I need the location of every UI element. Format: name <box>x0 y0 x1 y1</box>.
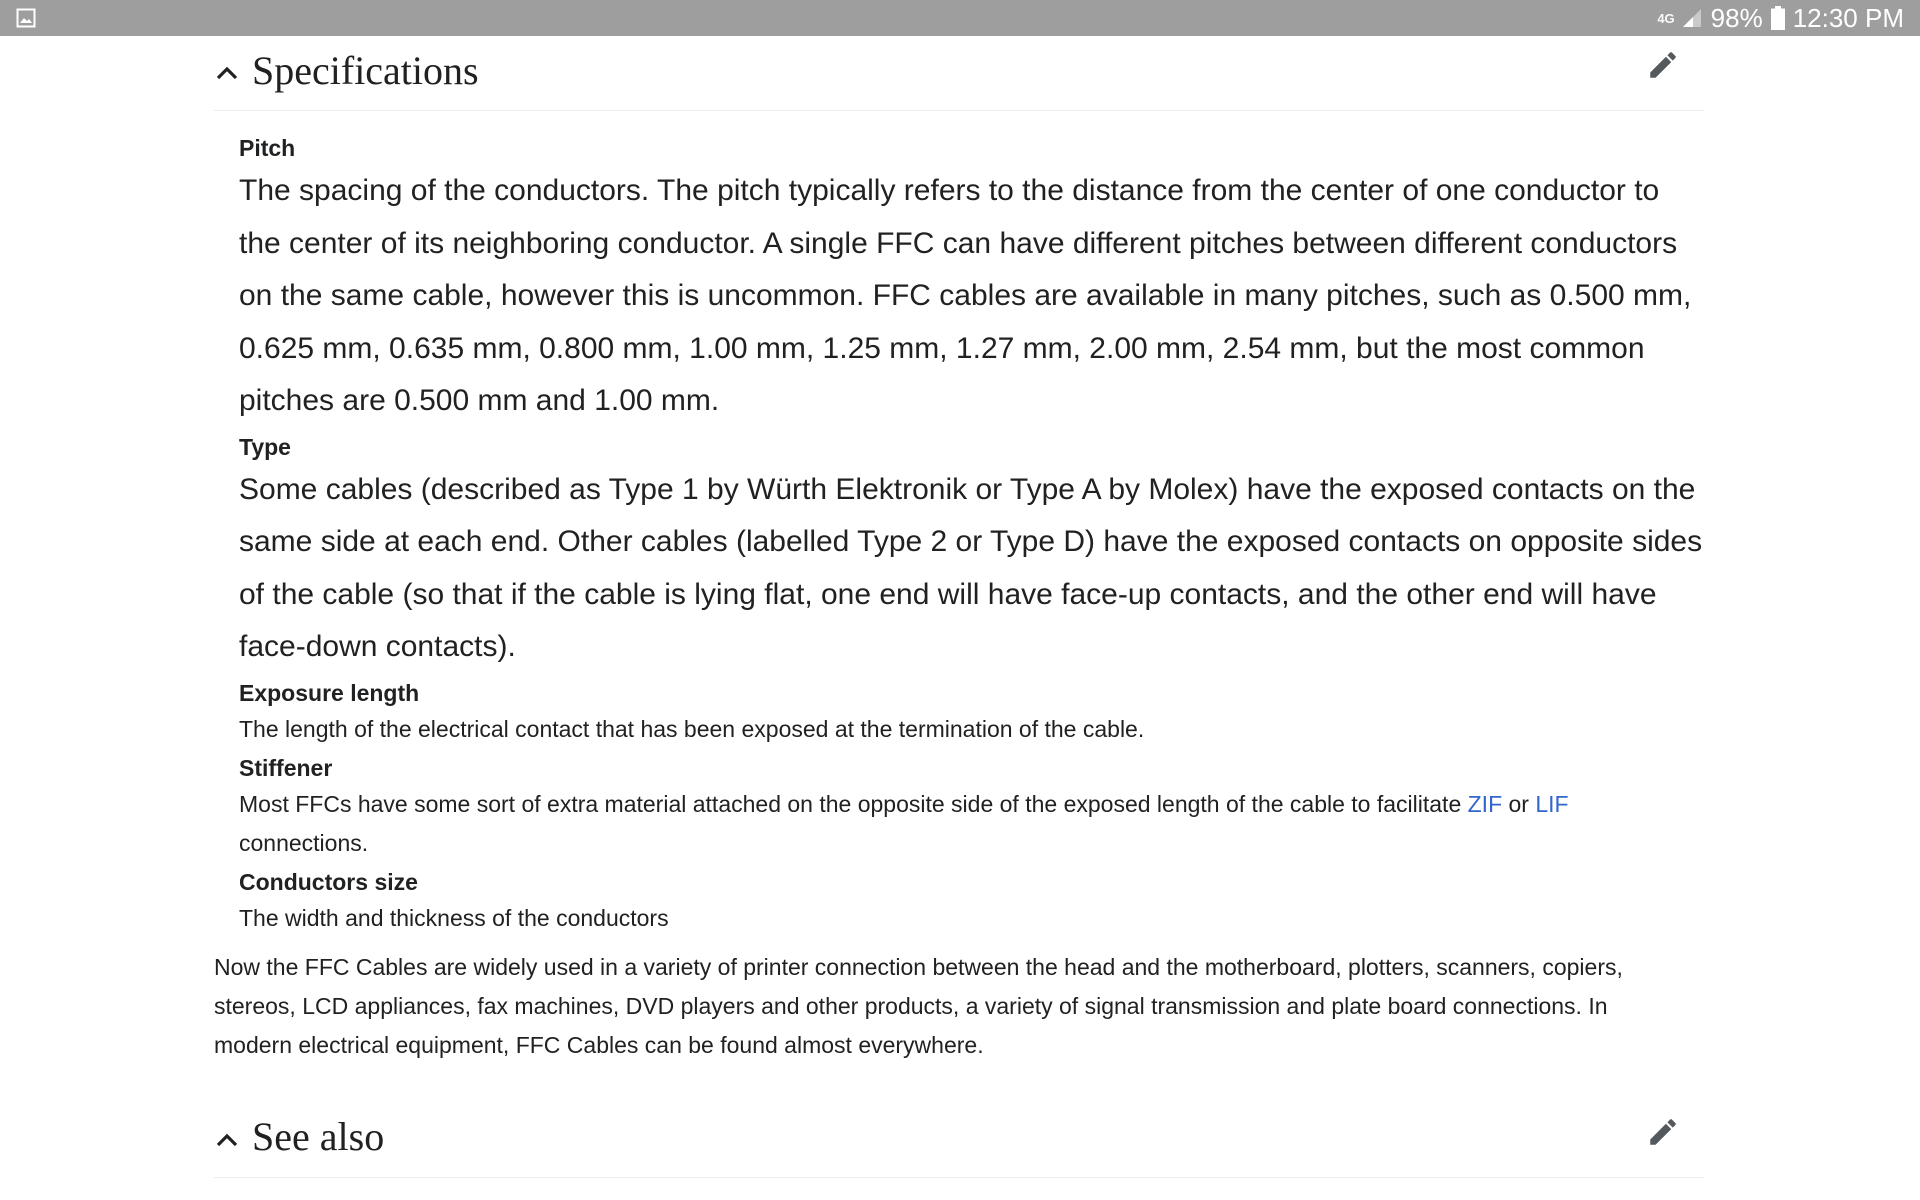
term-type: Type <box>239 433 291 460</box>
chevron-up-icon[interactable] <box>214 60 240 86</box>
term-exposure-length: Exposure length <box>239 679 420 706</box>
definition-stiffener <box>239 785 1704 863</box>
battery-icon <box>1771 6 1785 30</box>
section-header-see-also[interactable] <box>214 1103 1704 1178</box>
definition-exposure-length: The length of the electrical contact that has been exposed at the termination of the cable. <box>239 715 1145 742</box>
image-icon <box>16 8 36 28</box>
status-bar <box>0 0 1920 36</box>
article-content <box>214 36 1704 1178</box>
status-indicators <box>1657 0 1904 36</box>
term-stiffener: Stiffener <box>239 754 333 781</box>
pencil-icon[interactable] <box>1646 48 1680 82</box>
usage-paragraph: Now the FFC Cables are widely used in a variety of printer connection between the head and the motherboard, plotters, scanners, copiers, stereos, LCD appliances, fax machines, DVD players and other products, a variety of signal transmission and plate board connections. In modern electrical equipment, FFC Cables can be found almost everywhere. <box>214 953 1623 1058</box>
stiffener-text-middle: or <box>1502 790 1536 817</box>
definition-conductors-size: The width and thickness of the conductors <box>239 904 669 931</box>
battery-percent: 98% <box>1710 2 1763 33</box>
pencil-icon[interactable] <box>1646 1115 1680 1149</box>
definition-list <box>214 111 1704 938</box>
chevron-up-icon[interactable] <box>214 1127 240 1153</box>
term-pitch: Pitch <box>239 135 296 161</box>
definition-type: Some cables (described as Type 1 by Würth Elektronik or Type A by Molex) have the exposed contacts on the same side at each end. Other cables (labelled Type 2 or Type D) have the exposed contacts on opposite sides of the cable (so that if the cable is lying flat, one end will have face-up contacts, and the other end will have face-down contacts). <box>239 472 1703 663</box>
section-title: See also <box>252 1114 385 1159</box>
definition-pitch: The spacing of the conductors. The pitch typically refers to the distance from the center of one conductor to the center of its neighboring conductor. A single FFC can have different pitches between different conductors on the same cable, however this is uncommon. FFC cables are available in many pitches, such as 0.500 mm, 0.625 mm, 0.635 mm, 0.800 mm, 1.00 mm, 1.25 mm, 1.27 mm, 2.00 mm, 2.54 mm, but the most common pitches are 0.500 mm and 1.00 mm. <box>239 174 1692 417</box>
network-type: 4G <box>1657 10 1675 26</box>
zif-link[interactable]: ZIF <box>1467 790 1503 817</box>
stiffener-text-before: Most FFCs have some sort of extra material attached on the opposite side of the exposed length of the cable to facilitate <box>239 790 1468 817</box>
lif-link[interactable]: LIF <box>1535 790 1569 817</box>
signal-icon <box>1681 7 1703 29</box>
clock: 12:30 PM <box>1792 2 1904 33</box>
section-title: Specifications <box>252 47 479 93</box>
stiffener-text-after: connections. <box>239 829 369 856</box>
section-header-specifications[interactable] <box>214 36 1704 111</box>
term-conductors-size: Conductors size <box>239 868 418 895</box>
